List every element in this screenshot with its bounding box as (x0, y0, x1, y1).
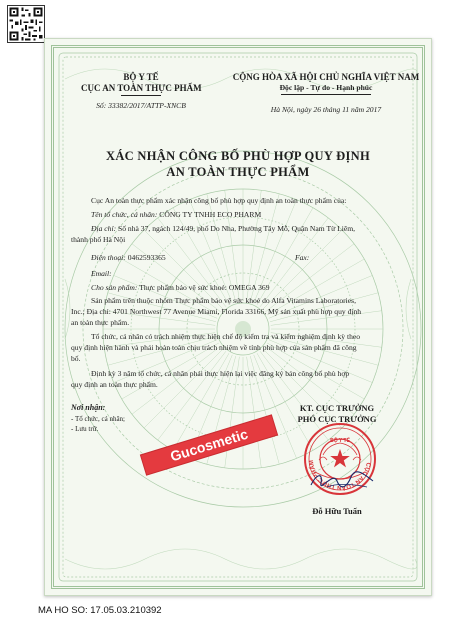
qr-code-icon (7, 5, 45, 43)
motto-underline (281, 94, 371, 95)
doc-number: Số: 33382/2017/ATTP-XNCB (96, 101, 186, 110)
issue-date: Hà Nội, ngày 26 tháng 11 năm 2017 (270, 105, 382, 114)
agency-name: CỤC AN TOÀN THỰC PHẨM (81, 83, 202, 93)
document-title-line-2: AN TOÀN THỰC PHẨM (166, 165, 310, 179)
handwritten-signature (307, 469, 377, 491)
seal-ring-text: CỤC AN TOÀN THỰC PHẨM (308, 459, 371, 491)
phone-label: Điện thoại: (91, 253, 126, 262)
seal-top-text: BỘ Y TẾ (330, 438, 350, 444)
national-motto: Độc lập - Tự do - Hạnh phúc (279, 83, 373, 92)
paragraph-1-line-3: an toàn thực phẩm. (71, 318, 130, 327)
paragraph-1-line-2: Inc.; Địa chỉ: 4701 Northwest 77 Avenue Miami, Florida 33166, Mỹ sản xuất phù hợp quy định (71, 307, 362, 316)
paragraph-3-line-2: quy định an toàn thực phẩm. (71, 380, 158, 389)
organization-label: Tên tổ chức, cá nhân: (91, 210, 158, 219)
gucosmetic-watermark-stamp: Gucosmetic (141, 416, 277, 475)
ministry-name: BỘ Y TẾ (123, 72, 159, 82)
document-title-line-1: XÁC NHẬN CÔNG BỐ PHÙ HỢP QUY ĐỊNH (106, 149, 370, 163)
address-value-1: Số nhà 37, ngách 124/49, phố Do Nha, Phường Tây Mỗ, Quận Nam Từ Liêm, (118, 224, 356, 233)
signer-role-2: PHÓ CỤC TRƯỞNG (297, 414, 377, 424)
organization-line (91, 210, 261, 219)
address-value-2: thành phố Hà Nội (71, 235, 126, 244)
agency-underline (121, 95, 161, 96)
intro-text: Cục An toàn thực phẩm xác nhận công bố phù hợp quy định an toàn thực phẩm của: (91, 196, 347, 205)
organization-value: CÔNG TY TNHH ECO PHARM (159, 210, 262, 219)
address-label: Địa chỉ: (91, 224, 117, 233)
recipients-label: Nơi nhận: (71, 403, 106, 412)
product-value: Thực phẩm bảo vệ sức khoẻ: OMEGA 369 (139, 283, 270, 292)
signer-name: Đỗ Hữu Tuấn (312, 506, 362, 516)
product-line (91, 283, 270, 292)
recipient-item-1: - Tổ chức, cá nhân; (71, 415, 126, 423)
phone-value: 0462593365 (127, 253, 166, 262)
fax-label: Fax: (295, 253, 310, 262)
address-line (91, 224, 355, 233)
paragraph-2-line-3: bố. (71, 354, 81, 363)
dossier-code: MA HO SO: 17.05.03.210392 (38, 605, 162, 616)
certificate-document (44, 38, 432, 596)
product-label: Cho sản phẩm: (91, 283, 138, 292)
phone-line (91, 253, 166, 262)
paragraph-2-line-1: Tổ chức, cá nhân có trách nhiệm thực hiện chế độ kiểm tra và kiểm nghiệm định kỳ theo (91, 332, 361, 341)
recipient-item-2: - Lưu trữ. (71, 425, 99, 433)
signer-role-1: KT. CỤC TRƯỞNG (299, 403, 375, 413)
paragraph-1-line-1: Sản phẩm trên thuộc nhóm Thực phẩm bảo vệ sức khoẻ do Alfa Vitamins Laboratories, (91, 296, 356, 305)
paragraph-2-line-2: quy định hiện hành và phải hoàn toàn chịu trách nhiệm về tính phù hợp của sản phẩm đã công (71, 343, 357, 352)
nation-name: CỘNG HÒA XÃ HỘI CHỦ NGHĨA VIỆT NAM (232, 72, 420, 82)
paragraph-3-line-1: Định kỳ 3 năm tổ chức, cá nhân phải thực hiện lại việc đăng ký bản công bố phù hợp (91, 369, 350, 378)
email-label: Email: (91, 269, 112, 278)
